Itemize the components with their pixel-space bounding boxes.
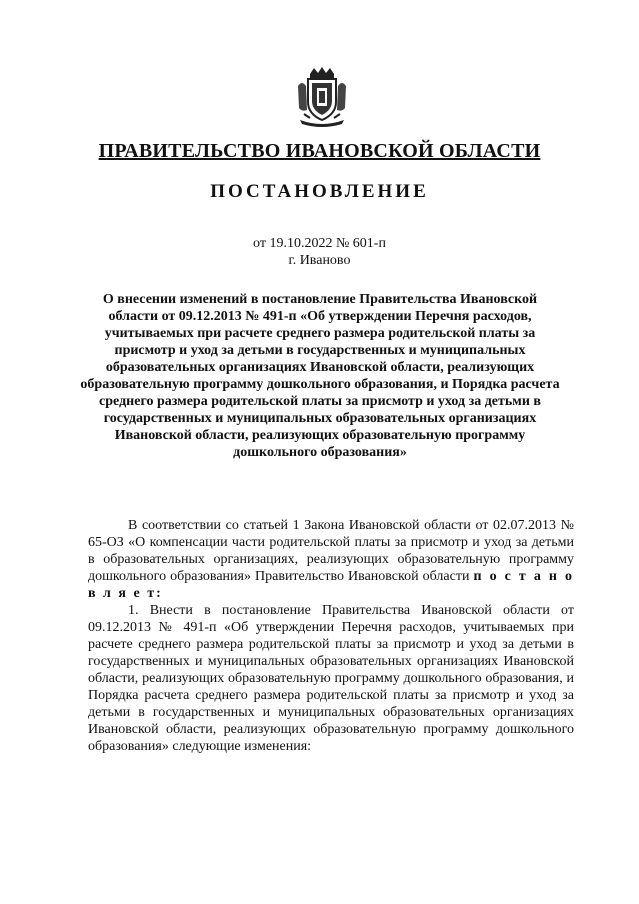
document-kind: ПОСТАНОВЛЕНИЕ (210, 181, 429, 202)
ivanovo-coat-of-arms-icon (296, 66, 348, 128)
item-1-paragraph: 1. Внести в постановление Правительства Ивановской области от 09.12.2013 № 491-п «Об утверждении Перечня расходов, учитываемых при расчете среднего размера родительской платы за присмотр и уход за детьми в государственных и муниципальных образовательных организациях Ивановской области, реализующих образовательную программу дошкольного образования, и Порядка расчета среднего размера родительской платы за присмотр и уход за детьми в государственных и муниципальных образовательных организациях Ивановской области, реализующих образовательную программу дошкольного образования» следующие изменения: (88, 603, 574, 754)
intro-text: В соответствии со статьей 1 Закона Ивановской области от 02.07.2013 № 65-ОЗ «О компенсации части родительской платы за присмотр и уход за детьми в образовательных организациях, реализующих образовательную программу дошкольного образования» Правительство Ивановской области (88, 518, 574, 584)
document-date-number: от 19.10.2022 № 601-п (253, 236, 386, 251)
document-city: г. Иваново (288, 253, 351, 268)
document-body (88, 517, 574, 755)
intro-paragraph (88, 517, 574, 602)
resolves-word: п о с т а н о в л я е т: (88, 569, 574, 601)
document-subject: О внесении изменений в постановление Правительства Ивановской области от 09.12.2013 № 491-п «Об утверждении Перечня расходов, учитываемых при расчете среднего размера родительской платы за присмотр и уход за детьми в государственных и муниципальных образовательных организациях Ивановской области, реализующих образовательную программу дошкольного образования, и Порядка расчета среднего размера родительской платы за присмотр и уход за детьми в государственных и муниципальных образовательных организациях Ивановской области, реализующих образовательную программу дошкольного образования» (80, 292, 560, 460)
government-title: ПРАВИТЕЛЬСТВО ИВАНОВСКОЙ ОБЛАСТИ (98, 140, 541, 162)
